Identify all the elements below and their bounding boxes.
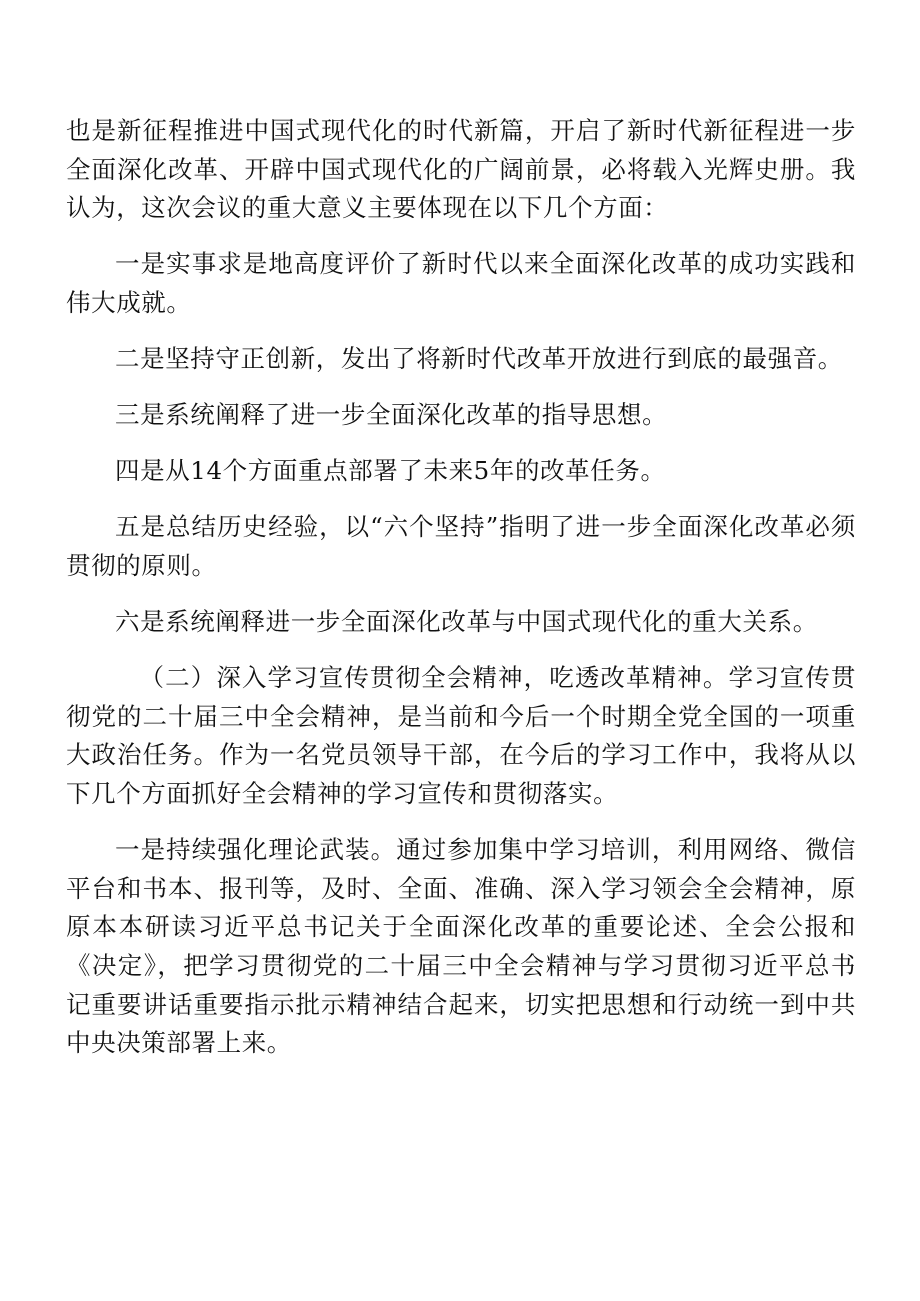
paragraph-point-5: 五是总结历史经验，以“六个坚持”指明了进一步全面深化改革必须贯彻的原则。 <box>66 512 856 580</box>
paragraph-point-6: 六是系统阐释进一步全面深化改革与中国式现代化的重大关系。 <box>115 606 818 636</box>
paragraph-point-4: 四是从14个方面重点部署了未来5年的改革任务。 <box>115 456 666 486</box>
paragraph-intro-continuation: 也是新征程推进中国式现代化的时代新篇，开启了新时代新征程进一步全面深化改革、开辟中国式现代化的广阔前景，必将载入光辉史册。我认为，这次会议的重大意义主要体现在以下几个方面： <box>66 116 856 223</box>
paragraph-point-2: 二是坚持守正创新，发出了将新时代改革开放进行到底的最强音。 <box>115 344 843 374</box>
paragraph-point-1: 一是实事求是地高度评价了新时代以来全面深化改革的成功实践和伟大成就。 <box>66 249 856 318</box>
paragraph-measure-1: 一是持续强化理论武装。通过参加集中学习培训，利用网络、微信平台和书本、报刊等，及时、全面、准确、深入学习领会全会精神，原原本本研读习近平总书记关于全面深化改革的重要论述、全会公报和《决定》，把学习贯彻党的二十届三中全会精神与学习贯彻习近平总书记重要讲话重要指示批示精神结合起来，切实把思想和行动统一到中共中央决策部署上来。 <box>66 834 856 1058</box>
paragraph-section-2: （二）深入学习宣传贯彻全会精神，吃透改革精神。学习宣传贯彻党的二十届三中全会精神，是当前和今后一个时期全党全国的一项重大政治任务。作为一名党员领导干部，在今后的学习工作中，我将从以下几个方面抓好全会精神的学习宣传和贯彻落实。 <box>66 662 856 808</box>
paragraph-point-3: 三是系统阐释了进一步全面深化改革的指导思想。 <box>115 400 668 430</box>
document-body <box>66 112 856 1080</box>
